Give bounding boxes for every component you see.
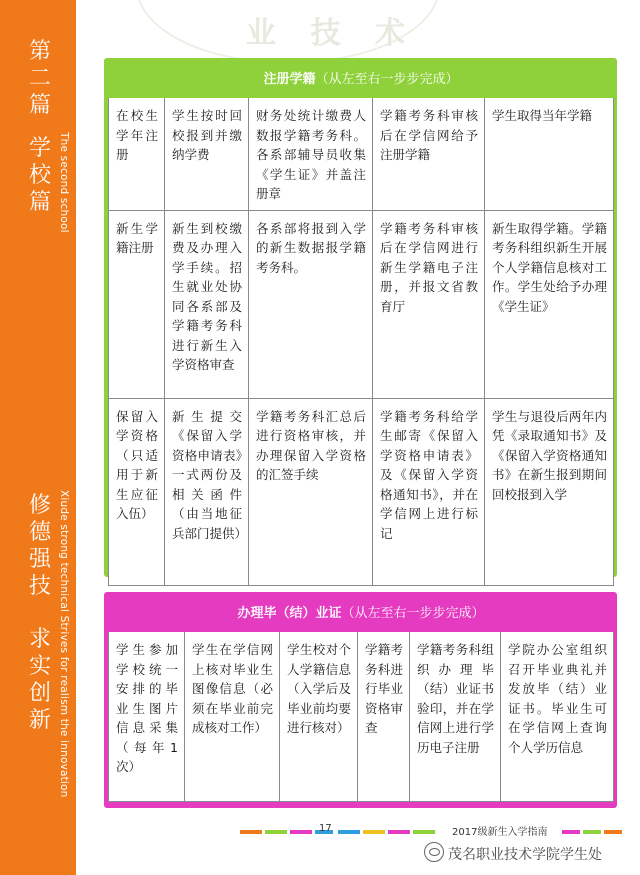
table-row: [109, 632, 614, 802]
graduate-header: [109, 597, 614, 632]
register-title: 注册学籍: [263, 72, 316, 88]
footer-color-bars-right: [562, 830, 625, 834]
table-cell: 学生取得当年学籍: [485, 98, 614, 211]
table-row: [109, 398, 614, 585]
table-cell: 新生到校缴费及办理入学手续。招生就业处协同各系部及学籍考务科进行新生入学资格审查: [165, 210, 249, 398]
table-cell: 在校生学年注册: [109, 98, 165, 211]
chapter-title: [27, 38, 53, 216]
chapter-title-line2: 学校篇: [28, 136, 51, 215]
table-cell: 学生在学信网上核对毕业生图像信息（必须在毕业前完成核对工作）: [185, 632, 280, 802]
chapter-title-line1: 第二篇: [28, 39, 51, 118]
table-cell: 学籍考务科组织办理毕（结）业证书验印，并在学信网上进行学历电子注册: [410, 632, 501, 802]
table-cell: 学生与退役后两年内凭《录取通知书》及《保留入学资格通知书》在新生报到期间回校报到入学: [485, 398, 614, 585]
sidebar: [0, 0, 76, 875]
table-row: [109, 98, 614, 211]
table-cell: 学院办公室组织召开毕业典礼并发放毕（结）业证书。毕业生可在学信网上查询个人学历信息: [501, 632, 614, 802]
table-cell: 保留入学资格（只适用于新生应征入伍）: [109, 398, 165, 585]
page-number: 17: [319, 823, 332, 834]
guide-title: 2017级新生入学指南: [452, 827, 548, 838]
table-cell: 学籍考务科进行毕业资格审查: [358, 632, 410, 802]
table-cell: 学生校对个人学籍信息（入学后及毕业前均要进行核对）: [280, 632, 358, 802]
register-subtitle: （从左至右一步步完成）: [315, 72, 459, 88]
motto-en: Xiude strong technical Strives for realism the innovation: [58, 490, 70, 798]
table-cell: 学籍考务科给学生邮寄《保留入学资格申请表》及《保留入学资格通知书》，并在学信网上进行标记: [373, 398, 485, 585]
motto: [27, 492, 53, 734]
wechat-account: [424, 842, 602, 864]
graduate-table: [108, 596, 614, 802]
graduate-title: 办理毕（结）业证: [237, 606, 342, 622]
chapter-title-en: The second school: [58, 132, 70, 233]
footer-color-bars-mid: [338, 830, 438, 834]
motto-line1: 修德强技: [28, 493, 51, 599]
table-cell: 学籍考务科审核后在学信网给予注册学籍: [373, 98, 485, 211]
table-cell: 学生按时回校报到并缴纳学费: [165, 98, 249, 211]
table-cell: 学籍考务科汇总后进行资格审核，并办理保留入学资格的汇签手续: [249, 398, 373, 585]
wechat-icon: [424, 842, 444, 862]
graduate-subtitle: （从左至右一步步完成）: [341, 606, 485, 622]
table-cell: 各系部将报到入学的新生数据报学籍考务科。: [249, 210, 373, 398]
wechat-account-name: 茂名职业技术学院学生处: [448, 847, 602, 863]
table-cell: 新生取得学籍。学籍考务科组织新生开展个人学籍信息核对工作。学生处给予办理《学生证》: [485, 210, 614, 398]
register-header: [109, 63, 614, 98]
table-cell: 新生学籍注册: [109, 210, 165, 398]
table-cell: 财务处统计缴费人数报学籍考务科。各系部辅导员收集《学生证》并盖注册章: [249, 98, 373, 211]
table-row: [109, 210, 614, 398]
watermark-text: 业 技 术: [246, 16, 417, 51]
watermark: [96, 0, 640, 60]
table-cell: 学籍考务科审核后在学信网进行新生学籍电子注册，并报文省教育厅: [373, 210, 485, 398]
register-table: [108, 62, 614, 586]
table-cell: 学生参加学校统一安排的毕业生图片信息采集（每年1次）: [109, 632, 185, 802]
table-cell: 新生提交《保留入学资格申请表》一式两份及相关函件（由当地征兵部门提供）: [165, 398, 249, 585]
motto-line2: 求实创新: [28, 627, 51, 733]
